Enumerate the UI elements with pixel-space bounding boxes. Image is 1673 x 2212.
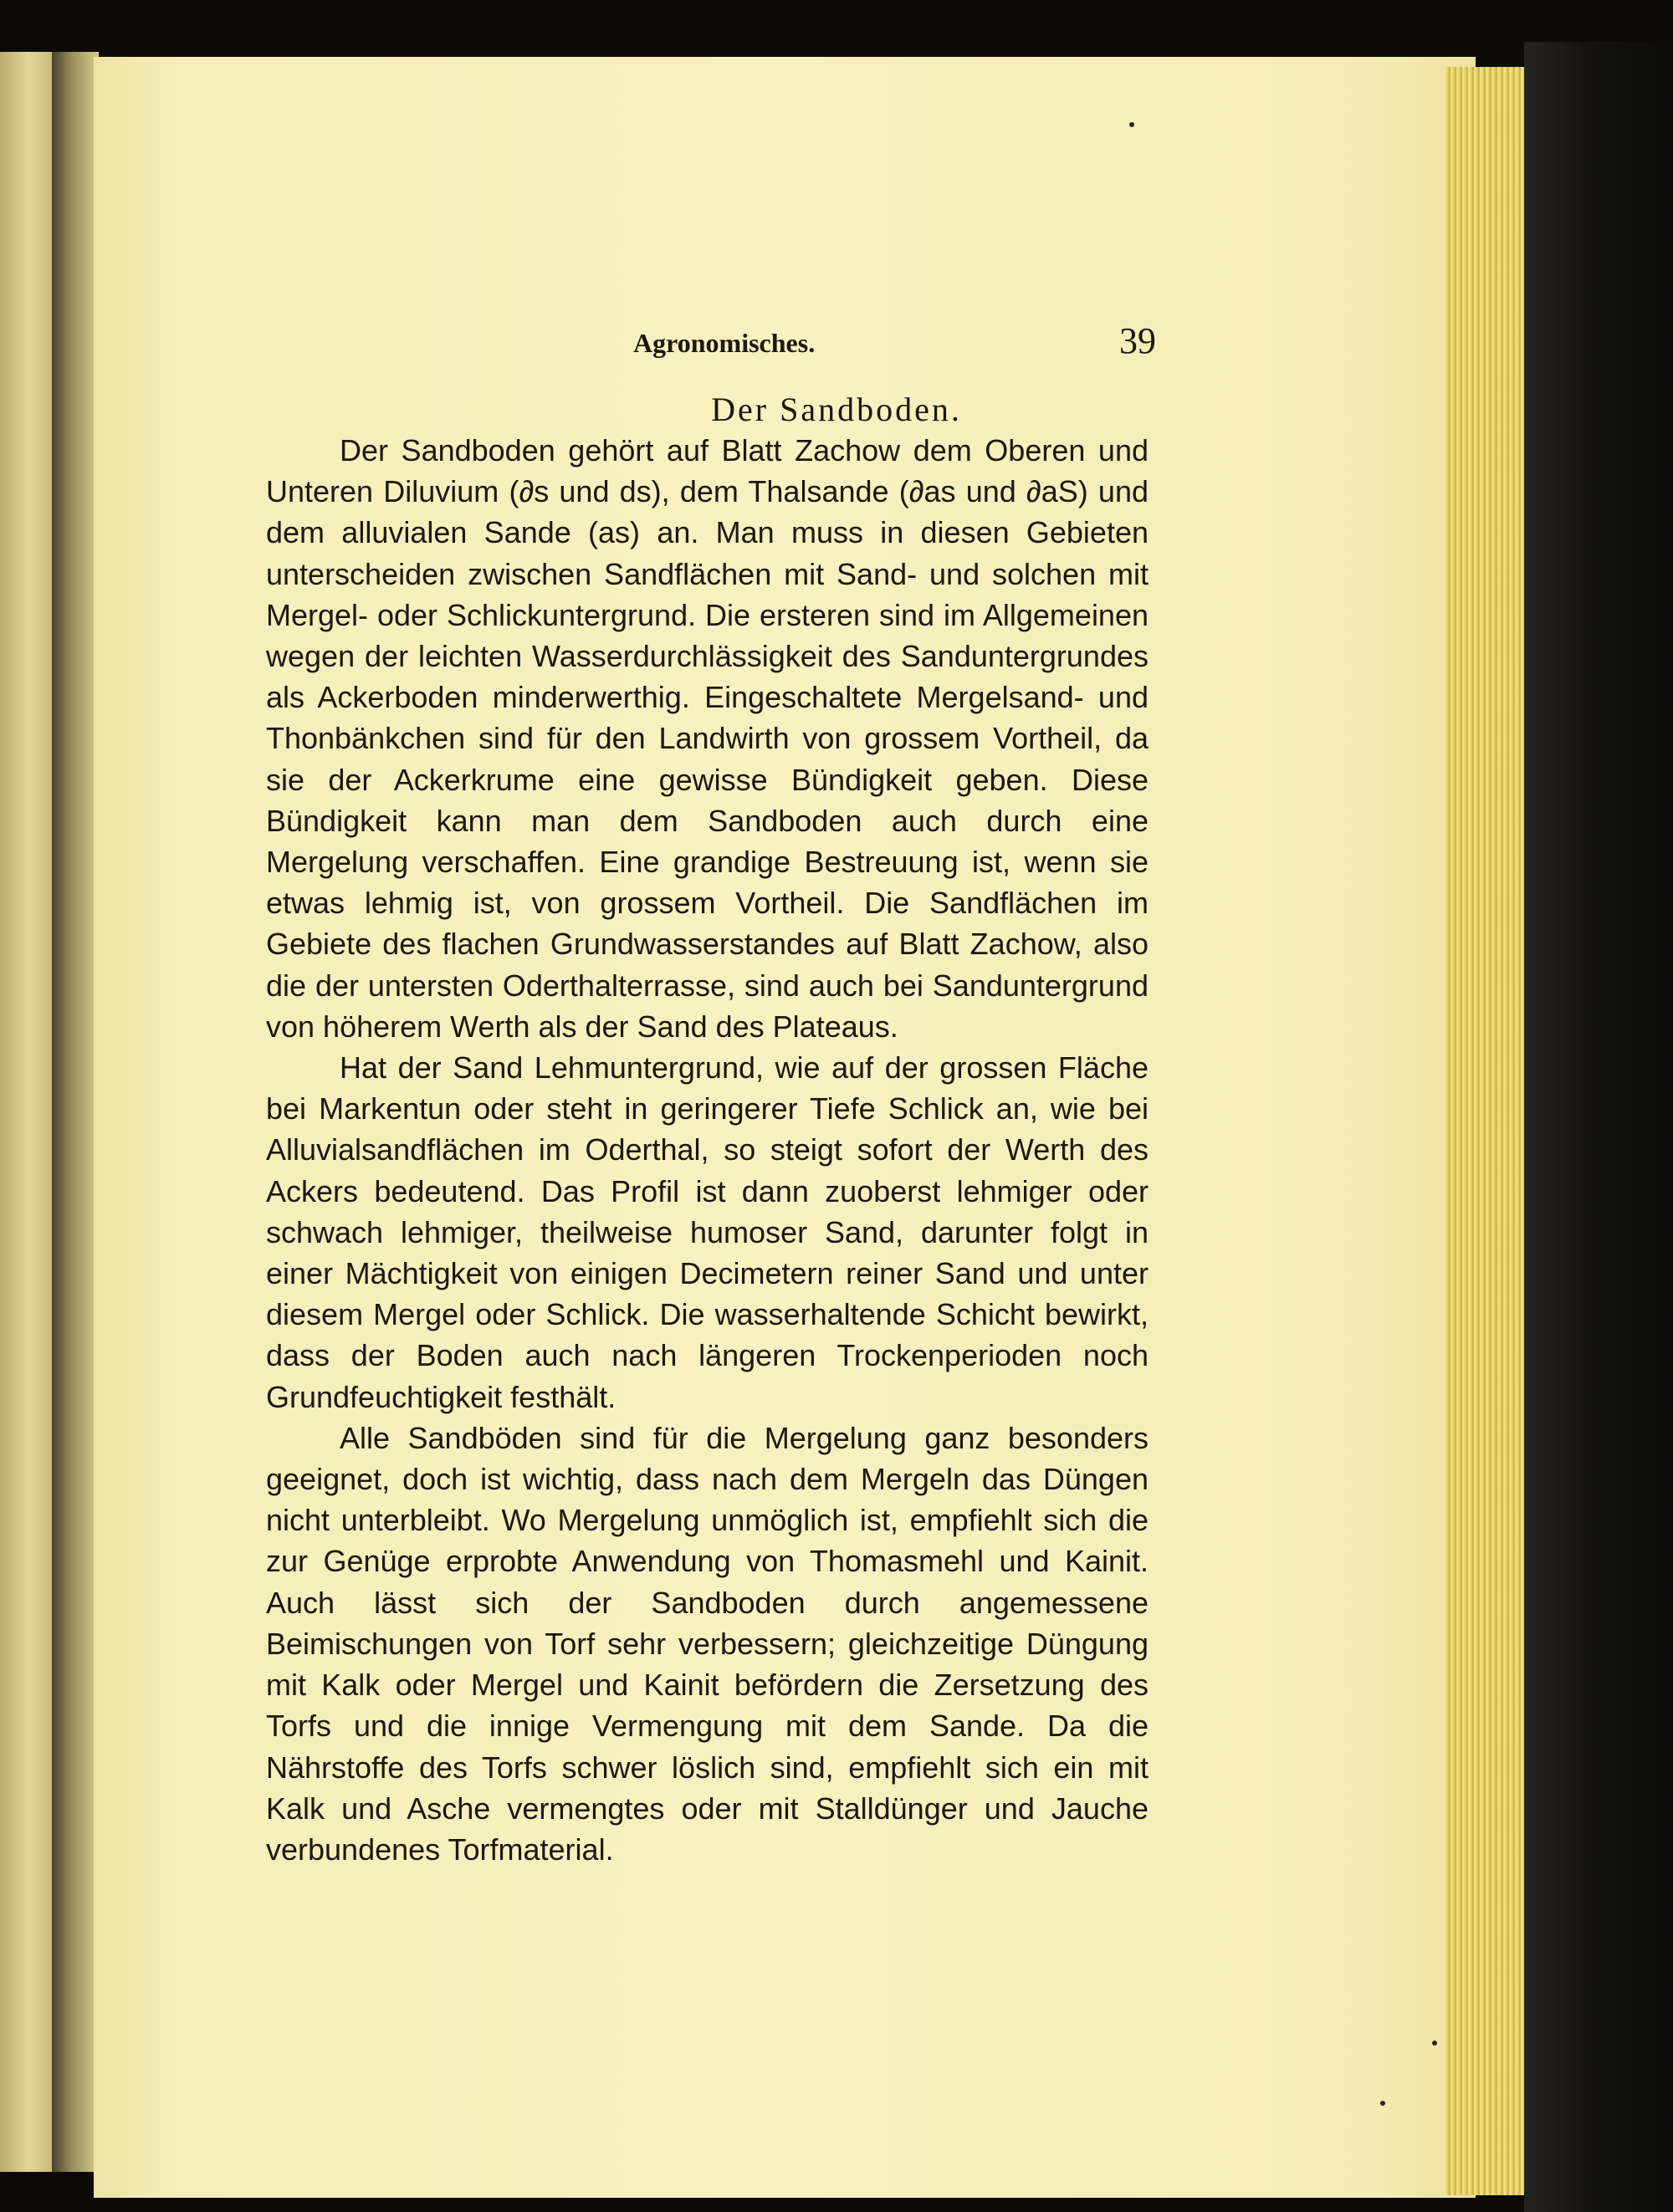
facing-page-edge <box>0 52 52 2172</box>
paragraph: Hat der Sand Lehmuntergrund, wie auf der grossen Fläche bei Markentun oder steht in geringerer Tiefe Schlick an, wie bei Alluvialsandflächen im Oderthal, so steigt sofort der Werth des Ackers bedeutend. Das Profil ist dann zuoberst lehmiger oder schwach lehmiger, theilweise humoser Sand, darunter folgt in einer Mächtigkeit von einigen Decimetern reiner Sand und unter diesem Mergel oder Schlick. Die wasserhaltende Schicht bewirkt, dass der Boden auch nach längeren Trockenperioden noch Grundfeuchtigkeit festhält. <box>266 1050 1149 1414</box>
section-title: Der Sandboden. <box>711 391 962 428</box>
running-head: Agronomisches. <box>633 328 816 358</box>
ink-speck <box>1432 2041 1437 2046</box>
body-text <box>266 430 1149 1870</box>
page-number: 39 <box>1119 320 1156 361</box>
book-gutter <box>52 52 99 2172</box>
ink-speck <box>1380 2101 1385 2106</box>
paragraph: Der Sandboden gehört auf Blatt Zachow dem Oberen und Unteren Diluvium (∂s und ds), dem Thalsande (∂as und ∂aS) und dem alluvialen Sande (as) an. Man muss in diesen Gebieten unterscheiden zwischen Sandflächen mit Sand- und solchen mit Mergel- oder Schlickuntergrund. Die ersteren sind im Allgemeinen wegen der leichten Wasserdurchlässigkeit des Sanduntergrundes als Ackerboden minderwerthig. Eingeschaltete Mergelsand- und Thonbänkchen sind für den Landwirth von grossem Vortheil, da sie der Ackerkrume eine gewisse Bündigkeit geben. Diese Bündigkeit kann man dem Sandboden auch durch eine Mergelung verschaffen. Eine grandige Bestreuung ist, wenn sie etwas lehmig ist, von grossem Vortheil. Die Sandflächen im Gebiete des flachen Grundwasserstandes auf Blatt Zachow, also die der untersten Oderthalterrasse, sind auch bei Sanduntergrund von höherem Werth als der Sand des Plateaus. <box>266 433 1149 1044</box>
page-edges <box>1445 67 1524 2195</box>
paragraph: Alle Sandböden sind für die Mergelung ganz besonders geeignet, doch ist wichtig, dass nach dem Mergeln das Düngen nicht unterbleibt. Wo Mergelung unmöglich ist, empfiehlt sich die zur Genüge erprobte Anwendung von Thomasmehl und Kainit. Auch lässt sich der Sandboden durch angemessene Beimischungen von Torf sehr verbessern; gleichzeitige Düngung mit Kalk oder Mergel und Kainit befördern die Zersetzung des Torfs und die innige Vermengung mit dem Sande. Da die Nährstoffe des Torfs schwer löslich sind, empfiehlt sich ein mit Kalk und Asche vermengtes oder mit Stalldünger und Jauche verbundenes Torfmaterial. <box>266 1420 1149 1867</box>
ink-speck <box>1129 122 1134 127</box>
book-cover <box>1524 42 1673 2212</box>
